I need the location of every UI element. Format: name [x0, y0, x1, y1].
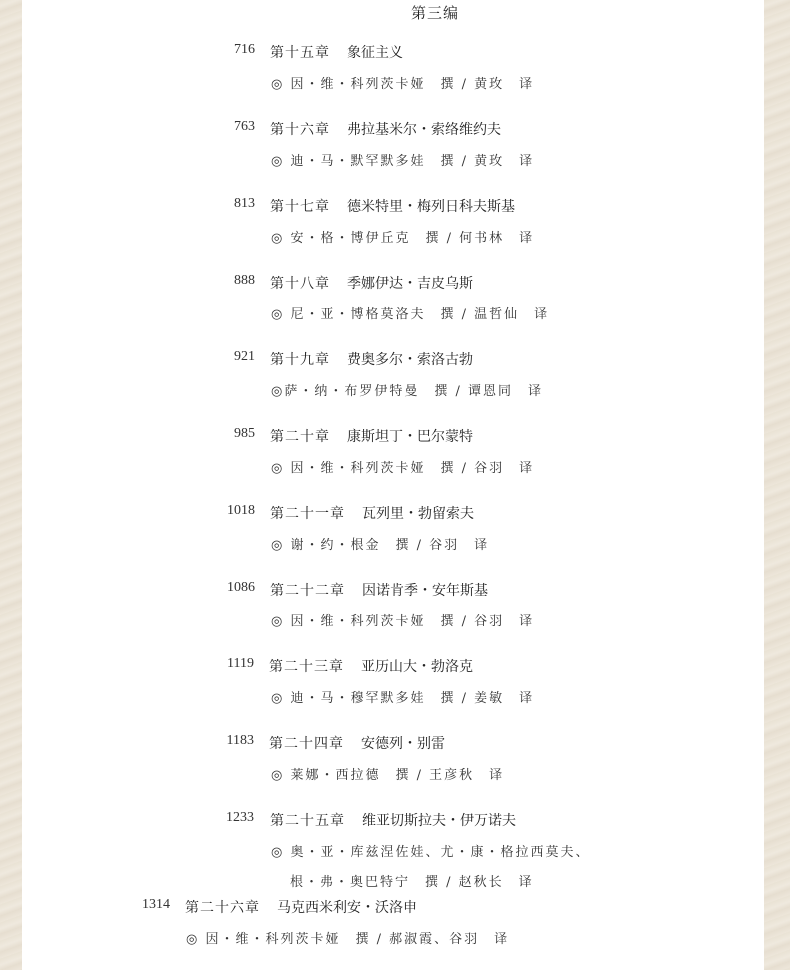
chapter-label: 第十八章: [270, 276, 330, 292]
chapter-label: 第二十三章: [269, 659, 344, 675]
author-translator-line: ◎ 因・维・科列茨卡娅 撰 / 黄玫 译: [271, 77, 535, 92]
author-translator-line: ◎ 安・格・博伊丘克 撰 / 何书林 译: [271, 231, 535, 246]
page-edge-left: [0, 0, 22, 970]
page-number: 1119: [227, 656, 254, 671]
page-number: 1086: [227, 580, 255, 595]
chapter-label: 第二十二章: [270, 583, 345, 599]
page-number: 1314: [142, 897, 170, 912]
chapter-label: 第二十六章: [185, 900, 260, 916]
page-number: 921: [234, 349, 255, 364]
chapter-label: 第二十四章: [269, 736, 344, 752]
chapter-title: 瓦列里・勃留索夫: [362, 506, 474, 522]
page-number: 1233: [226, 810, 254, 825]
author-translator-line-continued: 根・弗・奥巴特宁 撰 / 赵秋长 译: [290, 875, 534, 890]
chapter-title: 弗拉基米尔・索络维约夫: [347, 122, 501, 138]
page-number: 985: [234, 426, 255, 441]
author-translator-line: ◎ 因・维・科列茨卡娅 撰 / 郝淑霞、谷羽 译: [186, 932, 510, 947]
page-edge-right: [764, 0, 790, 970]
chapter-title: 因诺肯季・安年斯基: [362, 583, 488, 599]
chapter-label: 第十七章: [270, 199, 330, 215]
page-number: 716: [234, 42, 255, 57]
chapter-title: 安德列・别雷: [361, 736, 445, 752]
author-translator-line: ◎ 奥・亚・库兹涅佐娃、尤・康・格拉西莫夫、: [271, 845, 591, 860]
author-translator-line: ◎ 尼・亚・博格莫洛夫 撰 / 温哲仙 译: [271, 307, 550, 322]
author-translator-line: ◎ 因・维・科列茨卡娅 撰 / 谷羽 译: [271, 614, 535, 629]
chapter-label: 第二十五章: [270, 813, 345, 829]
chapter-title: 季娜伊达・吉皮乌斯: [347, 276, 473, 292]
chapter-label: 第二十一章: [270, 506, 345, 522]
chapter-title: 马克西米利安・沃洛申: [277, 900, 417, 916]
chapter-title: 康斯坦丁・巴尔蒙特: [347, 429, 473, 445]
chapter-label: 第十九章: [270, 352, 330, 368]
author-translator-line: ◎ 因・维・科列茨卡娅 撰 / 谷羽 译: [271, 461, 535, 476]
author-translator-line: ◎萨・纳・布罗伊特曼 撰 / 谭恩同 译: [271, 384, 543, 399]
section-title: 第三编: [410, 4, 459, 22]
chapter-title: 象征主义: [347, 45, 403, 61]
chapter-title: 维亚切斯拉夫・伊万诺夫: [362, 813, 516, 829]
author-translator-line: ◎ 莱娜・西拉德 撰 / 王彦秋 译: [271, 768, 505, 783]
author-translator-line: ◎ 迪・马・穆罕默多娃 撰 / 姜敏 译: [271, 691, 535, 706]
page-number: 813: [234, 196, 255, 211]
chapter-label: 第十六章: [270, 122, 330, 138]
page-number: 763: [234, 119, 255, 134]
chapter-title: 亚历山大・勃洛克: [361, 659, 473, 675]
page-number: 1018: [227, 503, 255, 518]
chapter-title: 德米特里・梅列日科夫斯基: [347, 199, 515, 215]
page-number: 1183: [226, 733, 254, 748]
page-number: 888: [234, 273, 255, 288]
author-translator-line: ◎ 迪・马・默罕默多娃 撰 / 黄玫 译: [271, 154, 535, 169]
chapter-label: 第十五章: [270, 45, 330, 61]
chapter-title: 费奥多尔・索洛古勃: [347, 352, 473, 368]
chapter-label: 第二十章: [270, 429, 330, 445]
author-translator-line: ◎ 谢・约・根金 撰 / 谷羽 译: [271, 538, 490, 553]
